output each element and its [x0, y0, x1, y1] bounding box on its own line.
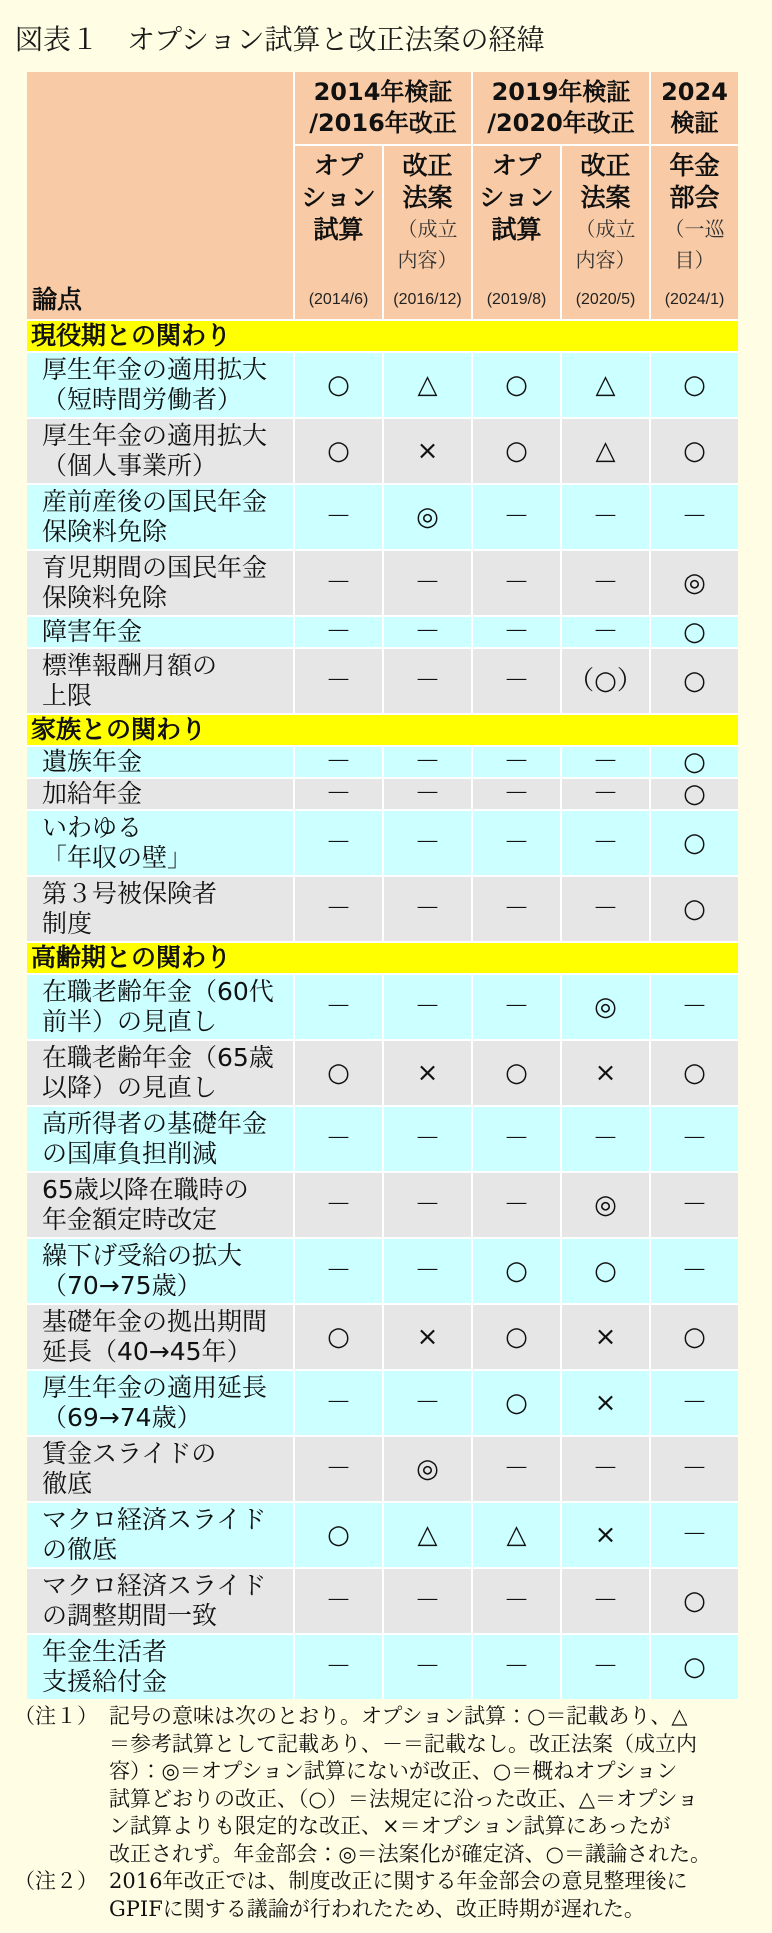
note-text-line: 2016年改正では、制度改正に関する年金部会の意見整理後に	[109, 1869, 688, 1893]
mark-cell: －	[384, 1239, 471, 1303]
issue-label-line: 賃金スライドの	[42, 1439, 217, 1468]
mark-cell: －	[562, 779, 649, 809]
mark-cell: －	[562, 485, 649, 549]
issue-label-line: の調整期間一致	[42, 1601, 218, 1630]
header-column-title-line: 改正	[402, 151, 453, 180]
mark-cell: －	[651, 1107, 738, 1171]
header-column-note-line: 目）	[674, 248, 715, 272]
issue-label	[27, 1239, 293, 1303]
mark-cell: ○	[295, 419, 382, 483]
header-column-note-line: （一巡	[664, 217, 725, 241]
header-group	[295, 72, 471, 144]
mark-cell: －	[295, 779, 382, 809]
mark-cell: ○	[651, 811, 738, 875]
issue-label	[27, 649, 293, 713]
note-label: （注１）	[14, 1704, 98, 1728]
issue-label-line: 厚生年金の適用拡大	[42, 355, 268, 384]
mark-cell: －	[295, 485, 382, 549]
issue-label-line: 育児期間の国民年金	[42, 553, 268, 582]
header-column-date: (2019/8)	[486, 291, 547, 308]
issue-label	[27, 1503, 293, 1567]
mark-cell: ◎	[562, 975, 649, 1039]
section-header: 現役期との関わり	[27, 321, 738, 351]
issue-label	[27, 1635, 293, 1699]
header-group-line: 検証	[670, 109, 719, 137]
section-header: 家族との関わり	[27, 715, 738, 745]
issue-label-line: 保険料免除	[42, 583, 168, 612]
header-column-date: (2016/12)	[393, 291, 462, 308]
header-column	[473, 146, 560, 319]
mark-cell: －	[651, 1437, 738, 1501]
header-column-title	[398, 150, 458, 276]
header-group-line: /2020年改正	[487, 109, 635, 137]
issue-label-line: マクロ経済スライド	[42, 1505, 267, 1534]
mark-cell: －	[384, 975, 471, 1039]
mark-cell: △	[562, 353, 649, 417]
mark-cell: （○）	[562, 649, 649, 713]
mark-cell: ○	[651, 353, 738, 417]
issue-label-line: 支援給付金	[42, 1667, 168, 1696]
mark-cell: －	[473, 485, 560, 549]
header-column-title	[576, 150, 636, 276]
section-header: 高齢期との関わり	[27, 943, 738, 973]
mark-cell: ○	[473, 1371, 560, 1435]
mark-cell: ○	[473, 1239, 560, 1303]
note-text-line: GPIFに関する議論が行われたため、改正時期が遅れた。	[109, 1896, 645, 1921]
issue-label-line: 年金生活者	[42, 1637, 168, 1666]
mark-cell: ×	[562, 1041, 649, 1105]
header-column-title-line: 試算	[491, 215, 542, 244]
header-group-line: 2024	[661, 78, 728, 106]
issue-label-line: マクロ経済スライド	[42, 1571, 267, 1600]
mark-cell: －	[562, 1635, 649, 1699]
header-issue-label: 論点	[32, 285, 83, 314]
mark-cell: ○	[651, 779, 738, 809]
mark-cell: －	[473, 649, 560, 713]
mark-cell: ○	[651, 649, 738, 713]
mark-cell: ×	[562, 1503, 649, 1567]
issue-label	[27, 1371, 293, 1435]
header-column-note-line: （成立	[397, 217, 458, 241]
mark-cell: ×	[384, 1041, 471, 1105]
mark-cell: ○	[295, 1503, 382, 1567]
mark-cell: ◎	[562, 1173, 649, 1237]
mark-cell: △	[384, 353, 471, 417]
header-column-title	[665, 150, 725, 276]
issue-label	[27, 419, 293, 483]
issue-label	[27, 1041, 293, 1105]
mark-cell: －	[562, 617, 649, 647]
note-text	[109, 1868, 766, 1923]
mark-cell: －	[384, 1635, 471, 1699]
issue-label	[27, 1305, 293, 1369]
header-column-title-line: 法案	[580, 183, 631, 212]
mark-cell: －	[295, 617, 382, 647]
mark-cell: －	[384, 779, 471, 809]
mark-cell: －	[384, 1371, 471, 1435]
mark-cell: －	[473, 551, 560, 615]
mark-cell: ×	[562, 1371, 649, 1435]
mark-cell: ×	[384, 419, 471, 483]
header-column-title-line: ション	[301, 183, 376, 212]
mark-cell: －	[473, 1437, 560, 1501]
issue-label-line: 保険料免除	[42, 517, 168, 546]
header-column-title-line: 法案	[402, 183, 453, 212]
mark-cell: －	[562, 747, 649, 777]
mark-cell: －	[651, 1239, 738, 1303]
mark-cell: ○	[651, 1041, 738, 1105]
issue-label	[27, 485, 293, 549]
issue-label-line: 65歳以降在職時の	[42, 1175, 249, 1204]
issue-label	[27, 975, 293, 1039]
mark-cell: －	[651, 485, 738, 549]
issue-label-line: 繰下げ受給の拡大	[42, 1241, 243, 1270]
mark-cell: －	[295, 877, 382, 941]
mark-cell: △	[384, 1503, 471, 1567]
mark-cell: －	[562, 811, 649, 875]
mark-cell: －	[473, 1569, 560, 1633]
mark-cell: －	[473, 975, 560, 1039]
note-text-line: ＝参考試算として記載あり、－＝記載なし。改正法案（成立内	[109, 1731, 697, 1756]
mark-cell: －	[295, 1107, 382, 1171]
mark-cell: －	[295, 747, 382, 777]
header-column-note-line: 内容）	[575, 248, 636, 272]
mark-cell: －	[562, 1569, 649, 1633]
issue-label-line: 産前産後の国民年金	[42, 487, 268, 516]
note-text-line: ン試算よりも限定的な改正、×＝オプション試算にあったが	[109, 1814, 671, 1838]
issue-label-line: 遺族年金	[42, 747, 143, 776]
notes	[14, 1703, 766, 1923]
mark-cell: －	[295, 1437, 382, 1501]
header-column	[651, 146, 738, 319]
header-column-title-line: 試算	[313, 215, 364, 244]
header-column-title-line: オプ	[313, 151, 364, 180]
note-text	[109, 1703, 766, 1868]
header-column-note-line: （成立	[575, 217, 636, 241]
mark-cell: －	[295, 975, 382, 1039]
mark-cell: ○	[651, 877, 738, 941]
header-group-line: 2019年検証	[491, 78, 631, 106]
issue-label	[27, 617, 293, 647]
mark-cell: －	[295, 551, 382, 615]
mark-cell: －	[384, 1173, 471, 1237]
mark-cell: －	[473, 779, 560, 809]
mark-cell: －	[384, 551, 471, 615]
note-label: （注２）	[14, 1869, 98, 1893]
issue-label-line: （70→75歳）	[42, 1271, 202, 1300]
mark-cell: ×	[384, 1305, 471, 1369]
header-group-line: 2014年検証	[313, 78, 453, 106]
note	[14, 1868, 766, 1923]
header-column-title-line: 部会	[669, 183, 720, 212]
header-column-title	[301, 150, 376, 246]
header-column	[384, 146, 471, 319]
issue-label-line: 高所得者の基礎年金	[42, 1109, 268, 1138]
issue-label-line: 厚生年金の適用拡大	[42, 421, 268, 450]
issue-label-line: 以降）の見直し	[42, 1073, 218, 1102]
header-column-title-line: 改正	[580, 151, 631, 180]
issue-label	[27, 747, 293, 777]
mark-cell: －	[562, 877, 649, 941]
mark-cell: －	[651, 975, 738, 1039]
mark-cell: ○	[651, 1635, 738, 1699]
issue-label-line: 年金額定時改定	[42, 1205, 218, 1234]
comparison-table	[27, 72, 738, 1699]
mark-cell: －	[295, 649, 382, 713]
mark-cell: －	[651, 1503, 738, 1567]
issue-label-line: 基礎年金の拠出期間	[42, 1307, 268, 1336]
issue-label-line: 在職老齢年金（65歳	[42, 1043, 274, 1072]
mark-cell: －	[295, 1371, 382, 1435]
mark-cell: －	[651, 1173, 738, 1237]
note-text-line: 試算どおりの改正、（○）＝法規定に沿った改正、△＝オプショ	[109, 1786, 699, 1811]
mark-cell: －	[562, 1107, 649, 1171]
mark-cell: ×	[562, 1305, 649, 1369]
issue-label	[27, 1173, 293, 1237]
issue-label	[27, 1569, 293, 1633]
mark-cell: －	[562, 1437, 649, 1501]
issue-label	[27, 1437, 293, 1501]
mark-cell: －	[295, 811, 382, 875]
issue-label-line: 「年収の壁」	[42, 843, 193, 872]
mark-cell: △	[562, 419, 649, 483]
mark-cell: －	[473, 747, 560, 777]
mark-cell: ○	[295, 1305, 382, 1369]
mark-cell: －	[295, 1173, 382, 1237]
mark-cell: －	[384, 1107, 471, 1171]
mark-cell: －	[384, 617, 471, 647]
header-column-date: (2024/1)	[664, 291, 725, 308]
mark-cell: －	[473, 811, 560, 875]
mark-cell: －	[384, 811, 471, 875]
issue-label-line: 加給年金	[42, 779, 143, 808]
issue-label-line: いわゆる	[42, 813, 143, 842]
issue-label-line: 障害年金	[42, 617, 143, 646]
mark-cell: －	[384, 649, 471, 713]
header-column	[295, 146, 382, 319]
issue-label	[27, 551, 293, 615]
mark-cell: △	[473, 1503, 560, 1567]
mark-cell: －	[473, 1635, 560, 1699]
header-column-title-line: オプ	[491, 151, 542, 180]
figure-title: 図表１ オプション試算と改正法案の経緯	[15, 23, 545, 56]
mark-cell: ○	[651, 747, 738, 777]
mark-cell: ○	[473, 419, 560, 483]
issue-label	[27, 811, 293, 875]
mark-cell: ○	[473, 353, 560, 417]
mark-cell: ○	[295, 1041, 382, 1105]
header-column-date: (2020/5)	[575, 291, 636, 308]
mark-cell: －	[562, 551, 649, 615]
issue-label	[27, 779, 293, 809]
note-text-line: 記号の意味は次のとおり。オプション試算：○＝記載あり、△	[109, 1704, 688, 1728]
mark-cell: ○	[562, 1239, 649, 1303]
header-column-title-line: 年金	[669, 151, 720, 180]
header-column-note-line: 内容）	[397, 248, 458, 272]
mark-cell: ○	[651, 617, 738, 647]
mark-cell: －	[473, 877, 560, 941]
issue-label	[27, 1107, 293, 1171]
header-column-date: (2014/6)	[308, 291, 369, 308]
header-issue-column	[27, 72, 293, 319]
mark-cell: －	[295, 1569, 382, 1633]
mark-cell: ○	[295, 353, 382, 417]
mark-cell: ◎	[384, 485, 471, 549]
mark-cell: －	[651, 1371, 738, 1435]
mark-cell: ○	[473, 1041, 560, 1105]
mark-cell: ◎	[651, 551, 738, 615]
mark-cell: ○	[473, 1305, 560, 1369]
issue-label-line: 徹底	[42, 1469, 93, 1498]
mark-cell: －	[473, 1107, 560, 1171]
mark-cell: －	[295, 1635, 382, 1699]
mark-cell: ○	[651, 1305, 738, 1369]
issue-label-line: 標準報酬月額の	[42, 651, 218, 680]
header-group	[473, 72, 649, 144]
mark-cell: －	[473, 1173, 560, 1237]
issue-label-line: 第３号被保険者	[42, 879, 218, 908]
issue-label-line: （短時間労働者）	[42, 385, 243, 414]
header-group-line: /2016年改正	[309, 109, 457, 137]
issue-label	[27, 353, 293, 417]
issue-label-line: 延長（40→45年）	[42, 1337, 252, 1366]
mark-cell: －	[384, 1569, 471, 1633]
mark-cell: ○	[651, 1569, 738, 1633]
mark-cell: －	[384, 747, 471, 777]
mark-cell: －	[384, 877, 471, 941]
note-text-line: 容）：◎＝オプション試算にないが改正、○＝概ねオプション	[109, 1759, 678, 1783]
issue-label-line: の国庫負担削減	[42, 1139, 218, 1168]
issue-label-line: （個人事業所）	[42, 451, 218, 480]
issue-label-line: （69→74歳）	[42, 1403, 202, 1432]
mark-cell: ◎	[384, 1437, 471, 1501]
header-column	[562, 146, 649, 319]
issue-label-line: 上限	[42, 681, 93, 710]
issue-label-line: 制度	[42, 909, 93, 938]
issue-label-line: の徹底	[42, 1535, 118, 1564]
issue-label-line: 厚生年金の適用延長	[42, 1373, 268, 1402]
note	[14, 1703, 766, 1868]
header-column-title	[479, 150, 554, 246]
mark-cell: －	[295, 1239, 382, 1303]
issue-label-line: 前半）の見直し	[42, 1007, 218, 1036]
note-text-line: 改正されず。年金部会：◎＝法案化が確定済、○＝議論された。	[109, 1841, 711, 1866]
mark-cell: ○	[651, 419, 738, 483]
header-group	[651, 72, 738, 144]
mark-cell: －	[473, 617, 560, 647]
issue-label-line: 在職老齢年金（60代	[42, 977, 274, 1006]
header-column-title-line: ション	[479, 183, 554, 212]
issue-label	[27, 877, 293, 941]
